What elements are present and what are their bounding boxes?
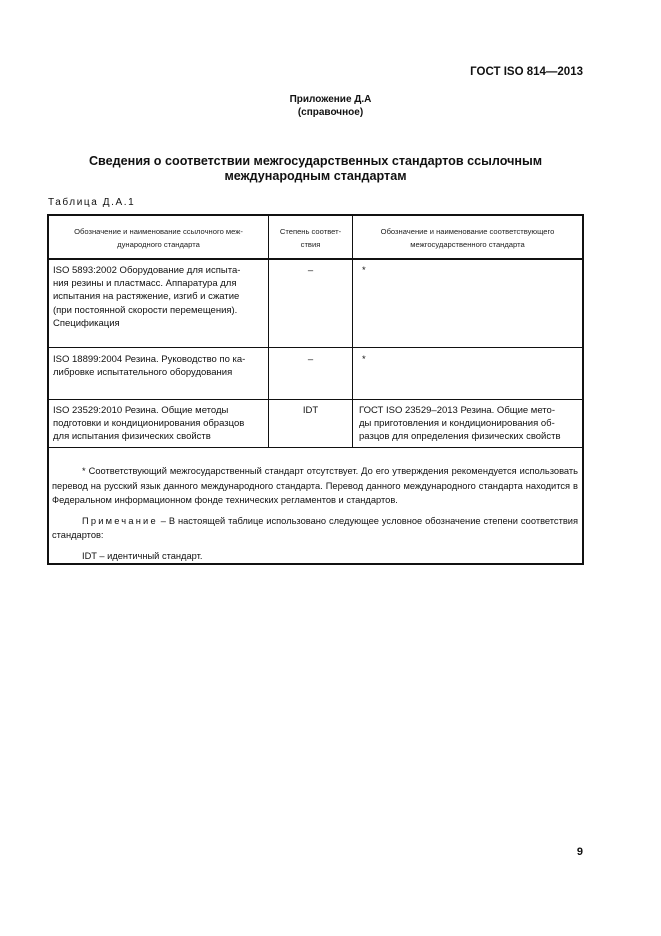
header-degree	[269, 225, 352, 251]
document-code: ГОСТ ISO 814—2013	[470, 66, 583, 78]
page-number: 9	[576, 846, 583, 858]
note-text: – В настоящей таблице использовано следующее условное обозначение степени соответствия стандартов:	[52, 515, 578, 540]
cell-line: ния резины и пластмасс. Аппаратура для	[53, 278, 237, 290]
cell-line: Спецификация	[53, 317, 120, 329]
note-label: Примечание	[82, 515, 158, 526]
cell-line: для испытания физических свойств	[53, 431, 211, 443]
cell-line: ISO 18899:2004 Резина. Руководство по ка-	[53, 354, 246, 365]
header-text: Обозначение и наименование ссылочного меж-	[74, 227, 243, 236]
row-divider-1	[49, 347, 582, 348]
header-text: Обозначение и наименование соответствующего	[380, 227, 555, 236]
table-row-1-reference	[53, 264, 265, 330]
header-reference-standard	[49, 225, 268, 251]
table-footnote	[52, 464, 578, 569]
table-row-3-degree: IDT	[302, 405, 319, 416]
cell-line: ISO 5893:2002 Оборудование для испыта-	[53, 265, 241, 276]
header-interstate-standard	[353, 225, 582, 251]
section-title-line-2: международным стандартам	[224, 169, 407, 183]
cell-line: (при постоянной скорости перемещения).	[53, 304, 238, 316]
table-label: Таблица Д.А.1	[48, 197, 136, 208]
table-row-3-reference	[53, 404, 265, 444]
cell-line: либровке испытательного оборудования	[53, 367, 233, 379]
header-text: ствия	[300, 240, 321, 249]
appendix-heading	[0, 93, 661, 119]
appendix-subtitle: (справочное)	[297, 107, 364, 118]
table-row-1-degree: –	[307, 265, 314, 276]
cell-line: разцов для определения физических свойств	[359, 431, 561, 443]
cell-line: ды приготовления и кондиционирования об-	[359, 418, 555, 430]
cell-line: *	[362, 354, 366, 365]
cell-line: ГОСТ ISO 23529–2013 Резина. Общие мето-	[359, 405, 555, 416]
idt-definition: IDT – идентичный стандарт.	[82, 550, 203, 561]
cell-line: испытания на растяжение, изгиб и сжатие	[53, 291, 240, 303]
appendix-title: Приложение Д.А	[289, 94, 372, 105]
table-row-3-interstate	[359, 404, 581, 444]
cell-line: ISO 23529:2010 Резина. Общие методы	[53, 405, 229, 416]
table-row-2-reference	[53, 353, 265, 379]
cell-line: подготовки и кондиционирования образцов	[53, 418, 245, 430]
note-paragraph	[52, 514, 578, 543]
row-divider-2	[49, 399, 582, 400]
table-row-1-interstate	[362, 264, 580, 277]
header-text: дународного стандарта	[117, 240, 200, 249]
footnote-text: * Соответствующий межгосударственный стандарт отсутствует. До его утверждения рекомендуется использовать перевод на русский язык данного международного стандарта. Перевод данного международного стандарта находится в Федеральном информационном фонде технических регламентов и стандартов.	[52, 466, 578, 505]
cell-line: *	[362, 265, 366, 276]
header-text: межгосударственного стандарта	[410, 240, 525, 249]
table-row-2-interstate	[362, 353, 580, 366]
table-row-2-degree: –	[307, 354, 314, 365]
row-divider-3	[49, 447, 582, 448]
header-divider	[49, 258, 582, 260]
correspondence-table	[47, 214, 584, 565]
header-text: Степень соответ-	[279, 227, 342, 236]
section-title-line-1: Сведения о соответствии межгосударственных стандартов ссылочным	[88, 154, 543, 168]
section-title	[48, 154, 583, 184]
